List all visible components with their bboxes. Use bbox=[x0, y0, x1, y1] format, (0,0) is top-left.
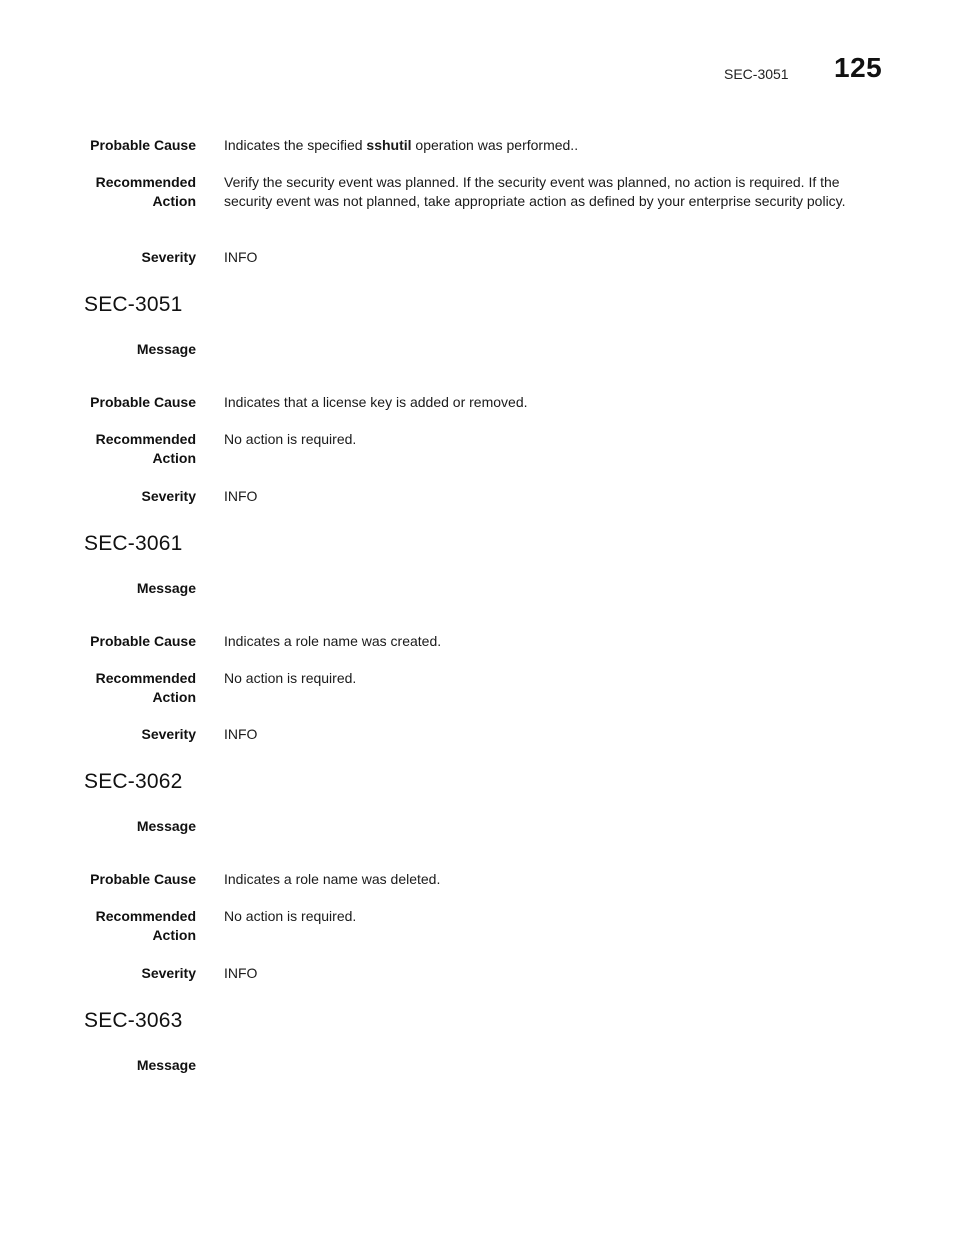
recommended-action-text: Verify the security event was planned. If the security event was planned, no action is required. If the security event was not planned, take appropriate action as defined by your enterprise security policy. bbox=[224, 174, 846, 209]
recommended-action-text: No action is required. bbox=[224, 431, 357, 447]
recommended-action-label bbox=[36, 430, 196, 468]
probable-cause-label: Probable Cause bbox=[90, 394, 196, 410]
message-heading: SEC-3063 bbox=[84, 1009, 183, 1032]
message-label: Message bbox=[136, 580, 196, 596]
message-heading: SEC-3051 bbox=[84, 293, 183, 316]
recommended-action-label-line2: Action bbox=[152, 689, 196, 705]
probable-cause-suffix: operation was performed.. bbox=[411, 137, 579, 153]
recommended-action-label-line2: Action bbox=[152, 193, 196, 209]
message-heading: SEC-3062 bbox=[84, 770, 183, 793]
recommended-action-label-line1: Recommended bbox=[95, 431, 196, 447]
recommended-action-label-line2: Action bbox=[152, 927, 196, 943]
severity-value: INFO bbox=[224, 249, 258, 265]
message-label: Message bbox=[136, 341, 196, 357]
recommended-action-label bbox=[36, 173, 196, 211]
command-name: sshutil bbox=[366, 137, 412, 153]
probable-cause-label: Probable Cause bbox=[90, 633, 196, 649]
severity-label: Severity bbox=[141, 726, 196, 742]
recommended-action-text: No action is required. bbox=[224, 670, 357, 686]
recommended-action-label-line1: Recommended bbox=[95, 908, 196, 924]
probable-cause-text bbox=[224, 136, 874, 155]
recommended-action-label-line2: Action bbox=[152, 450, 196, 466]
message-heading: SEC-3061 bbox=[84, 532, 183, 555]
running-header-section: SEC-3051 bbox=[724, 66, 789, 82]
severity-label: Severity bbox=[141, 488, 196, 504]
recommended-action-label bbox=[36, 669, 196, 707]
probable-cause-prefix: Indicates the specified bbox=[224, 137, 367, 153]
recommended-action-text: No action is required. bbox=[224, 908, 357, 924]
recommended-action-label-line1: Recommended bbox=[95, 670, 196, 686]
message-label: Message bbox=[136, 818, 196, 834]
severity-value: INFO bbox=[224, 965, 258, 981]
probable-cause-text: Indicates a role name was created. bbox=[224, 633, 442, 649]
probable-cause-text: Indicates a role name was deleted. bbox=[224, 871, 441, 887]
recommended-action-label-line1: Recommended bbox=[95, 174, 196, 190]
severity-value: INFO bbox=[224, 488, 258, 504]
recommended-action-label bbox=[36, 907, 196, 945]
probable-cause-label: Probable Cause bbox=[90, 137, 196, 153]
probable-cause-label: Probable Cause bbox=[90, 871, 196, 887]
severity-value: INFO bbox=[224, 726, 258, 742]
probable-cause-text: Indicates that a license key is added or removed. bbox=[224, 394, 528, 410]
severity-label: Severity bbox=[141, 249, 196, 265]
chapter-number: 125 bbox=[834, 52, 883, 83]
severity-label: Severity bbox=[141, 965, 196, 981]
message-label: Message bbox=[136, 1057, 196, 1073]
